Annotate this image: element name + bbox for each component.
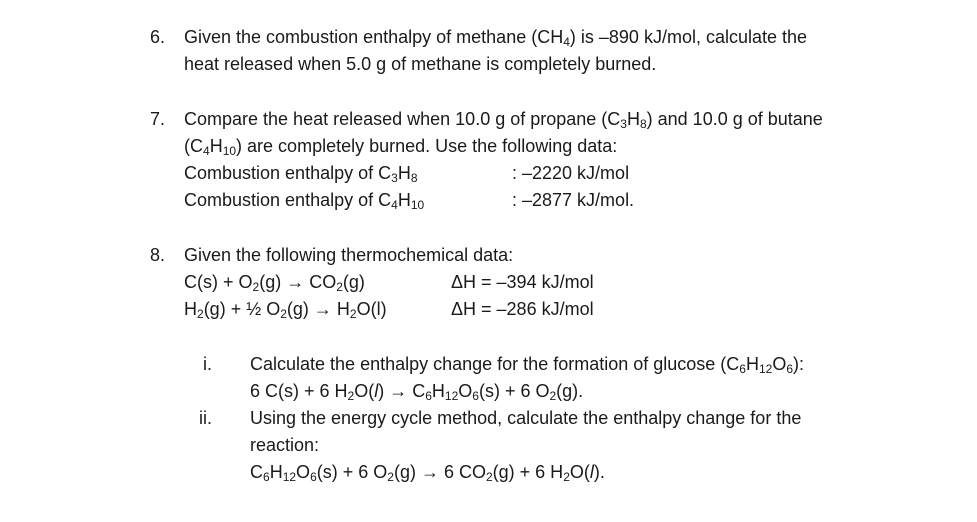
question-number: 6. — [150, 27, 166, 47]
equation-hydrogen-combustion: $H_2(g)$ + ½ $O_2(g) \to H_2O(l)$ — [184, 299, 387, 321]
data-value-propane: : –2220 kJ/mol — [512, 163, 630, 183]
part-ii-text: Using the energy cycle method, calculate the enthalpy change for the — [250, 408, 802, 428]
glucose-formation-equation: 6 C(s) + 6 $H_2O(l) \to C_6H_{12}O_6(s) + 6$ $O_2(g)$. — [250, 381, 584, 403]
question-number: 7. — [150, 109, 166, 129]
glucose-combustion-equation: $C_6H_{12}O_6(s) + 6$ $O_2(g) \to 6$ $CO_2(g) + 6$ $H_2O(l)$. — [250, 462, 605, 484]
enthalpy-value-1: ΔH = –394 kJ/mol — [451, 272, 594, 292]
enthalpy-value-2: ΔH = –286 kJ/mol — [451, 299, 594, 319]
data-row-propane: Combustion enthalpy of $C_3H_8$ — [184, 163, 418, 185]
part-ii-text-2: reaction: — [250, 435, 320, 455]
question-text-line-2: heat released when 5.0 g of methane is completely burned. — [184, 54, 657, 74]
part-i-text: Calculate the enthalpy change for the formation of glucose $(C_6H_{12}O_6)$: — [250, 354, 805, 376]
question-number: 8. — [150, 245, 166, 265]
part-number: ii. — [199, 408, 212, 428]
question-text-line-1: Compare the heat released when 10.0 g of propane $(C_3H_8)$ and 10.0 g of butane — [184, 109, 823, 131]
data-value-butane: : –2877 kJ/mol. — [512, 190, 635, 210]
question-intro: Given the following thermochemical data: — [184, 245, 514, 265]
equation-carbon-combustion: $C(s) + O_2(g) \to CO_2(g)$ — [184, 272, 365, 294]
question-text-line-2: $(C_4H_{10})$ are completely burned. Use the following data: — [184, 136, 618, 158]
part-number: i. — [203, 354, 212, 374]
data-row-butane: Combustion enthalpy of $C_4H_{10}$ — [184, 190, 425, 212]
question-text-line-1: Given the combustion enthalpy of methane $(CH_4)$ is –890 kJ/mol, calculate the — [184, 27, 808, 49]
